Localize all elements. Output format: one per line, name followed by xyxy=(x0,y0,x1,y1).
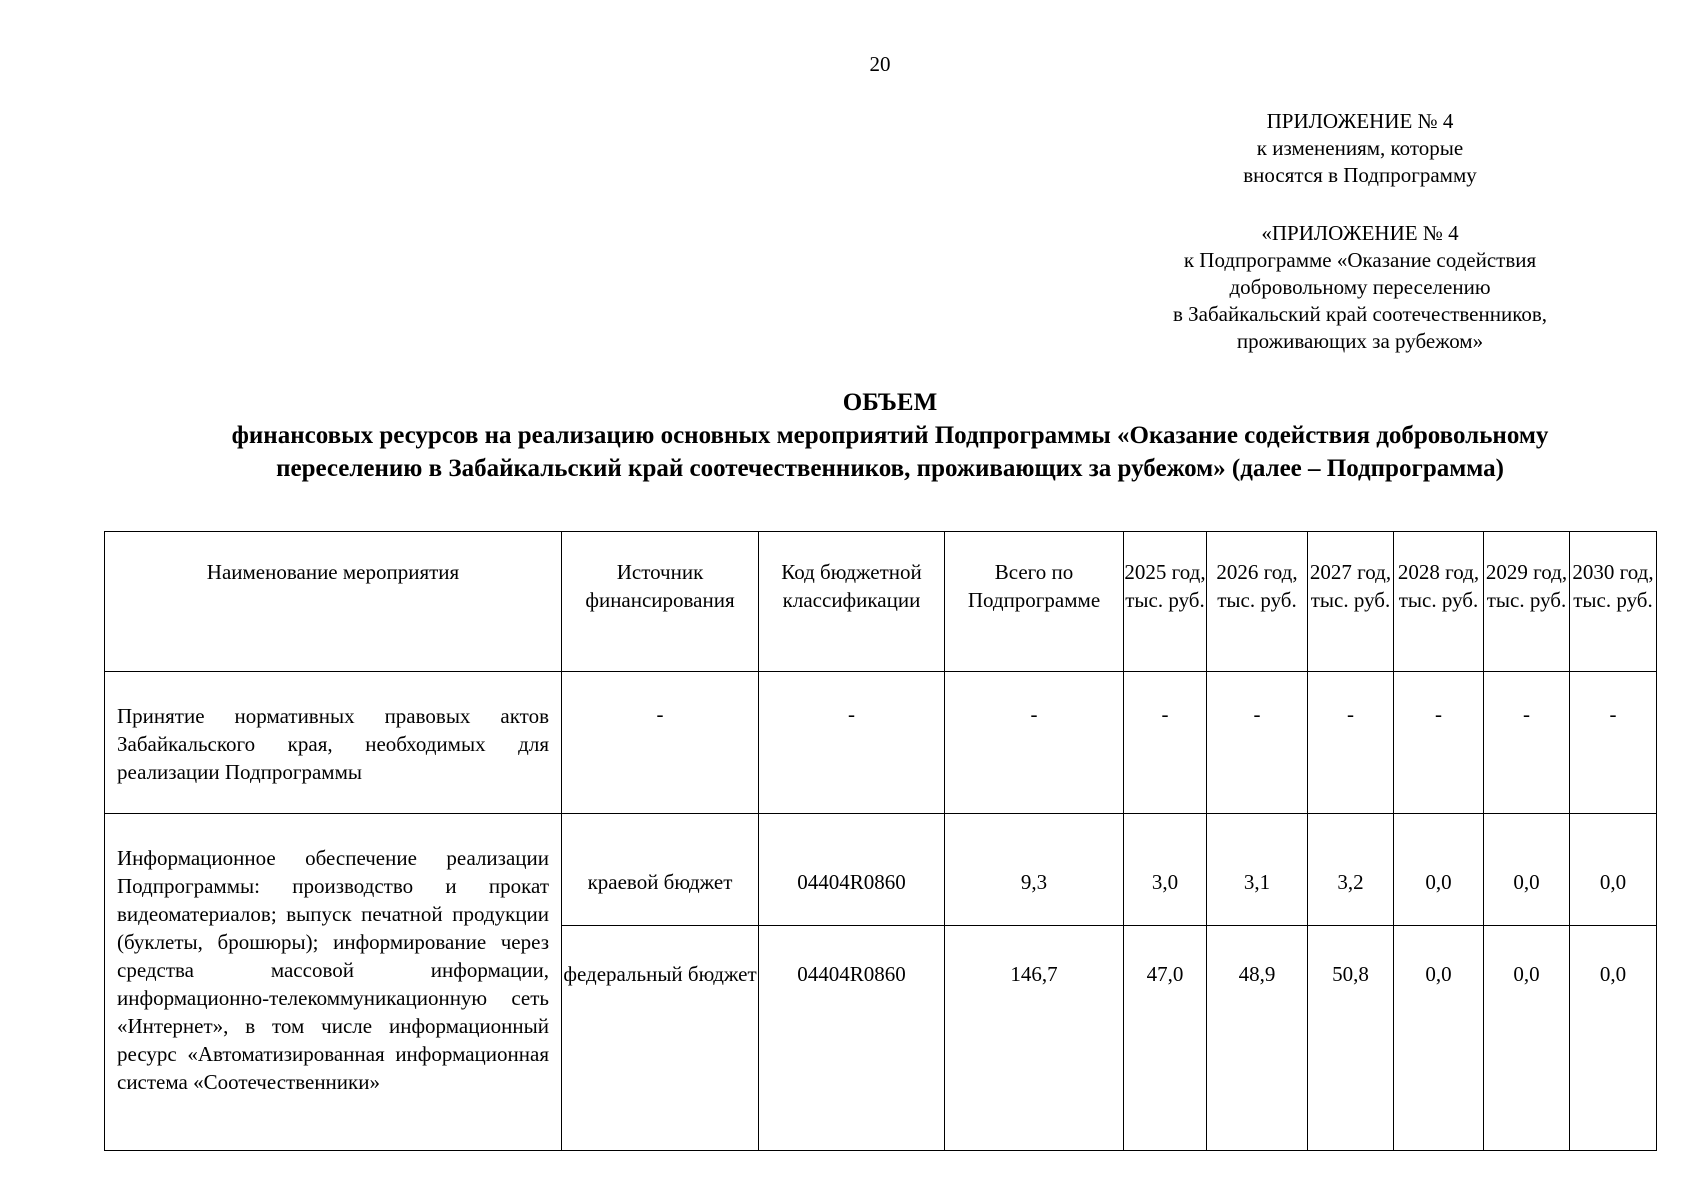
activity-name: Принятие нормативных правовых актов Забайкальского края, необходимых для реализации Подпрограммы xyxy=(105,672,562,814)
header-activity-name: Наименование мероприятия xyxy=(105,532,562,672)
activity-name: Информационное обеспечение реализации Подпрограммы: производство и прокат видеоматериалов; выпуск печатной продукции (буклеты, брошюры); информирование через средства массовой информации, информационно-телекоммуникационную сеть «Интернет», в том числе информационный ресурс «Автоматизированная информационная система «Соотечественники» xyxy=(105,814,562,1151)
appendix-header-line: вносятся в Подпрограмму xyxy=(1243,163,1477,187)
value-2026: 3,1 xyxy=(1207,814,1308,926)
appendix-sub-line: «ПРИЛОЖЕНИЕ № 4 xyxy=(1261,221,1459,245)
value-2030: 0,0 xyxy=(1570,814,1657,926)
table-cell: - xyxy=(1124,672,1207,814)
total-value: 146,7 xyxy=(945,926,1124,1151)
header-budget-code: Код бюджетной классификации xyxy=(759,532,945,672)
header-funding-source: Источник финансирования xyxy=(562,532,759,672)
table-cell: - xyxy=(759,672,945,814)
value-2027: 50,8 xyxy=(1308,926,1394,1151)
financing-table xyxy=(104,531,1657,1151)
appendix-sub-line: к Подпрограмме «Оказание содействия xyxy=(1183,248,1537,272)
value-2028: 0,0 xyxy=(1394,814,1484,926)
value-2026: 48,9 xyxy=(1207,926,1308,1151)
table-row xyxy=(105,814,1657,926)
appendix-sub-header xyxy=(1100,220,1620,355)
page-number: 20 xyxy=(869,52,891,76)
value-2028: 0,0 xyxy=(1394,926,1484,1151)
title-subheading: финансовых ресурсов на реализацию основных мероприятий Подпрограммы «Оказание содействия добровольному переселению в Забайкальский край соотечественников, проживающих за рубежом» (далее – Подпрограмма) xyxy=(231,422,1549,482)
value-2027: 3,2 xyxy=(1308,814,1394,926)
table-row xyxy=(105,672,1657,814)
header-year-2029: 2029 год, тыс. руб. xyxy=(1484,532,1570,672)
table-cell: - xyxy=(562,672,759,814)
budget-code: 04404R0860 xyxy=(759,926,945,1151)
table-cell: - xyxy=(1394,672,1484,814)
total-value: 9,3 xyxy=(945,814,1124,926)
table-cell: - xyxy=(1308,672,1394,814)
table-header-row xyxy=(105,532,1657,672)
header-year-2030: 2030 год, тыс. руб. xyxy=(1570,532,1657,672)
table-cell: - xyxy=(945,672,1124,814)
table-cell: - xyxy=(1484,672,1570,814)
appendix-header-line: к изменениям, которые xyxy=(1256,136,1464,160)
funding-source: федеральный бюджет xyxy=(562,926,759,1151)
value-2025: 3,0 xyxy=(1124,814,1207,926)
header-year-2027: 2027 год, тыс. руб. xyxy=(1308,532,1394,672)
value-2025: 47,0 xyxy=(1124,926,1207,1151)
header-year-2028: 2028 год, тыс. руб. xyxy=(1394,532,1484,672)
header-year-2025: 2025 год, тыс. руб. xyxy=(1124,532,1207,672)
appendix-header-line: ПРИЛОЖЕНИЕ № 4 xyxy=(1266,109,1454,133)
value-2029: 0,0 xyxy=(1484,814,1570,926)
appendix-sub-line: проживающих за рубежом» xyxy=(1236,329,1484,353)
value-2030: 0,0 xyxy=(1570,926,1657,1151)
appendix-sub-line: добровольному переселению xyxy=(1229,275,1491,299)
appendix-sub-line: в Забайкальский край соотечественников, xyxy=(1172,302,1547,326)
table-cell: - xyxy=(1570,672,1657,814)
appendix-header xyxy=(1180,108,1540,189)
funding-source: краевой бюджет xyxy=(562,814,759,926)
header-total: Всего по Подпрограмме xyxy=(945,532,1124,672)
table-cell: - xyxy=(1207,672,1308,814)
title-heading: ОБЪЕМ xyxy=(842,389,938,416)
document-title xyxy=(160,386,1620,485)
budget-code: 04404R0860 xyxy=(759,814,945,926)
header-year-2026: 2026 год, тыс. руб. xyxy=(1207,532,1308,672)
value-2029: 0,0 xyxy=(1484,926,1570,1151)
